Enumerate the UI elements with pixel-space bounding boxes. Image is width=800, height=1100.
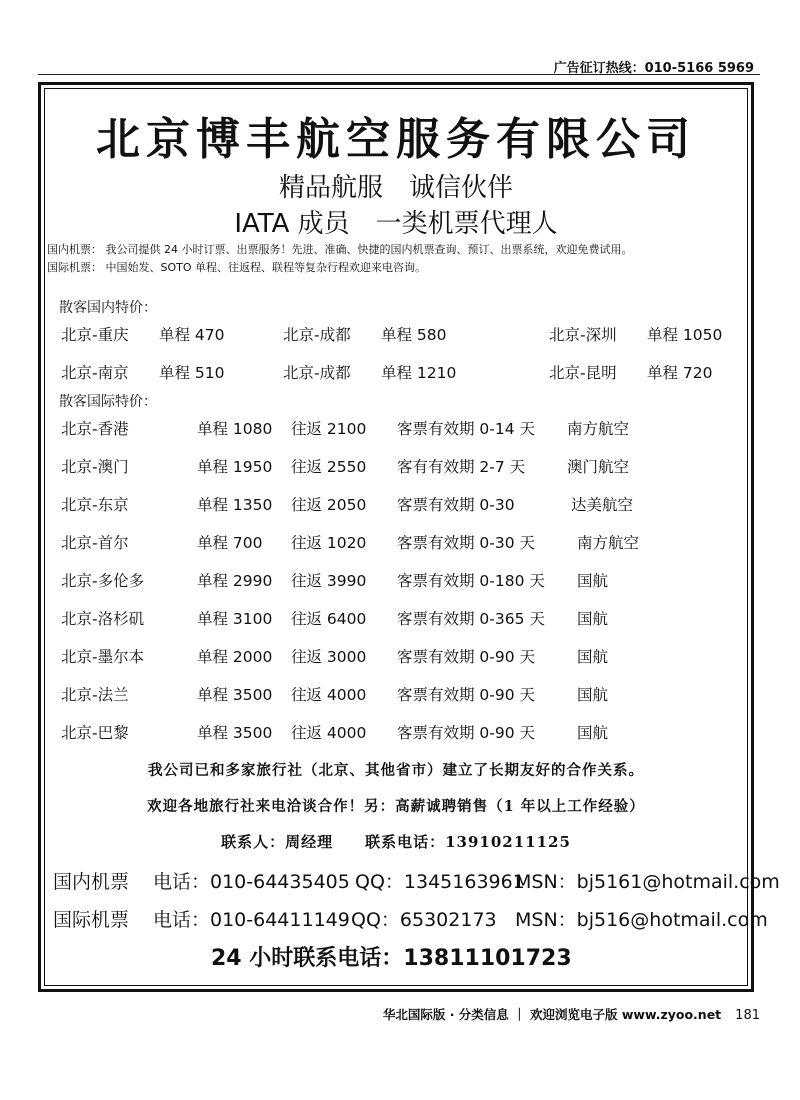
intl-oneway: 单程 1080 xyxy=(197,420,273,438)
intl-contact-msn: MSN：bj516@hotmail.com xyxy=(515,909,768,931)
intl-route: 北京-香港 xyxy=(61,420,129,438)
intl-airline: 国航 xyxy=(577,724,609,742)
intl-validity: 客票有效期 0-30 天 xyxy=(397,534,536,552)
intl-roundtrip: 往返 4000 xyxy=(291,724,367,742)
intl-oneway: 单程 2000 xyxy=(197,648,273,666)
domestic-contact-qq: QQ：1345163961 xyxy=(355,871,525,893)
intl-airline: 南方航空 xyxy=(577,534,640,552)
intl-airline: 澳门航空 xyxy=(567,458,630,476)
intl-validity: 客票有效期 0-90 天 xyxy=(397,686,536,704)
domestic-contact-phone: 电话：010-64435405 xyxy=(153,871,350,893)
intl-roundtrip: 往返 3990 xyxy=(291,572,367,590)
intl-route: 北京-法兰 xyxy=(61,686,129,704)
intl-roundtrip: 往返 1020 xyxy=(291,534,367,552)
intl-validity: 客票有效期 0-180 天 xyxy=(397,572,545,590)
domestic-route: 北京-南京 xyxy=(61,364,129,382)
intl-route: 北京-东京 xyxy=(61,496,129,514)
intl-route: 北京-巴黎 xyxy=(61,724,129,742)
intl-route: 北京-洛杉矶 xyxy=(61,610,145,628)
intl-route: 北京-多伦多 xyxy=(61,572,145,590)
intl-roundtrip: 往返 2050 xyxy=(291,496,367,514)
hotline-24h: 24 小时联系电话：13811101723 xyxy=(211,946,572,971)
domestic-price: 单程 510 xyxy=(159,364,225,382)
domestic-ticket-note: 国内机票： 我公司提供 24 小时订票、出票服务！先进、准确、快捷的国内机票查询、预订、出票系统，欢迎免费试用。 xyxy=(47,243,633,256)
slogan-secondary: IATA 成员 一类机票代理人 xyxy=(234,209,558,239)
page-number: 181 xyxy=(735,1008,760,1023)
intl-validity: 客票有效期 0-90 天 xyxy=(397,724,536,742)
header-divider xyxy=(38,74,760,75)
domestic-route: 北京-重庆 xyxy=(61,326,129,344)
domestic-price: 单程 1210 xyxy=(381,364,457,382)
intl-roundtrip: 往返 4000 xyxy=(291,686,367,704)
intl-route: 北京-墨尔本 xyxy=(61,648,145,666)
page-footer xyxy=(0,1005,760,1023)
domestic-price: 单程 580 xyxy=(381,326,447,344)
intl-validity: 客票有效期 0-30 xyxy=(397,496,515,514)
intl-specials-title: 散客国际特价： xyxy=(59,394,157,410)
intl-roundtrip: 往返 2550 xyxy=(291,458,367,476)
intl-route: 北京-澳门 xyxy=(61,458,129,476)
ad-hotline: 广告征订热线：010-5166 5969 xyxy=(553,61,754,76)
footer-text: 华北国际版 · 分类信息 ｜ 欢迎浏览电子版 www.zyoo.net xyxy=(382,1007,722,1022)
intl-airline: 南方航空 xyxy=(567,420,630,438)
intl-oneway: 单程 2990 xyxy=(197,572,273,590)
intl-roundtrip: 往返 3000 xyxy=(291,648,367,666)
domestic-route: 北京-成都 xyxy=(283,326,351,344)
intl-airline: 国航 xyxy=(577,572,609,590)
intl-validity: 客票有效期 0-90 天 xyxy=(397,648,536,666)
intl-airline: 达美航空 xyxy=(571,496,634,514)
intl-airline: 国航 xyxy=(577,610,609,628)
intl-validity: 客票有效期 0-365 天 xyxy=(397,610,545,628)
intl-ticket-note: 国际机票： 中国始发、SOTO 单程、往返程、联程等复杂行程欢迎来电咨询。 xyxy=(47,261,427,274)
domestic-price: 单程 720 xyxy=(647,364,713,382)
intl-route: 北京-首尔 xyxy=(61,534,129,552)
slogan-primary: 精品航服 诚信伙伴 xyxy=(278,173,513,203)
domestic-price: 单程 470 xyxy=(159,326,225,344)
intl-contact-phone: 电话：010-64411149 xyxy=(153,909,350,931)
contact-person: 联系人：周经理 联系电话：13910211125 xyxy=(221,833,571,851)
recruit-statement: 欢迎各地旅行社来电洽谈合作！另：高薪诚聘销售（1 年以上工作经验） xyxy=(147,798,645,815)
domestic-contact-msn: MSN：bj5161@hotmail.com xyxy=(515,871,780,893)
intl-contact-label: 国际机票 xyxy=(53,909,130,931)
intl-oneway: 单程 1350 xyxy=(197,496,273,514)
intl-validity: 客有有效期 2-7 天 xyxy=(397,458,526,476)
domestic-route: 北京-深圳 xyxy=(549,326,617,344)
domestic-price: 单程 1050 xyxy=(647,326,723,344)
ad-frame xyxy=(38,82,780,992)
intl-oneway: 单程 3500 xyxy=(197,724,273,742)
intl-airline: 国航 xyxy=(577,686,609,704)
domestic-contact-label: 国内机票 xyxy=(53,871,130,893)
intl-oneway: 单程 3500 xyxy=(197,686,273,704)
intl-validity: 客票有效期 0-14 天 xyxy=(397,420,536,438)
intl-roundtrip: 往返 6400 xyxy=(291,610,367,628)
intl-oneway: 单程 700 xyxy=(197,534,263,552)
company-name: 北京博丰航空服务有限公司 xyxy=(96,114,696,165)
domestic-route: 北京-成都 xyxy=(283,364,351,382)
intl-oneway: 单程 1950 xyxy=(197,458,273,476)
intl-airline: 国航 xyxy=(577,648,609,666)
intl-roundtrip: 往返 2100 xyxy=(291,420,367,438)
partner-statement: 我公司已和多家旅行社（北京、其他省市）建立了长期友好的合作关系。 xyxy=(148,762,644,779)
intl-oneway: 单程 3100 xyxy=(197,610,273,628)
intl-contact-qq: QQ：65302173 xyxy=(351,909,497,931)
domestic-route: 北京-昆明 xyxy=(549,364,617,382)
domestic-specials-title: 散客国内特价： xyxy=(59,300,157,316)
